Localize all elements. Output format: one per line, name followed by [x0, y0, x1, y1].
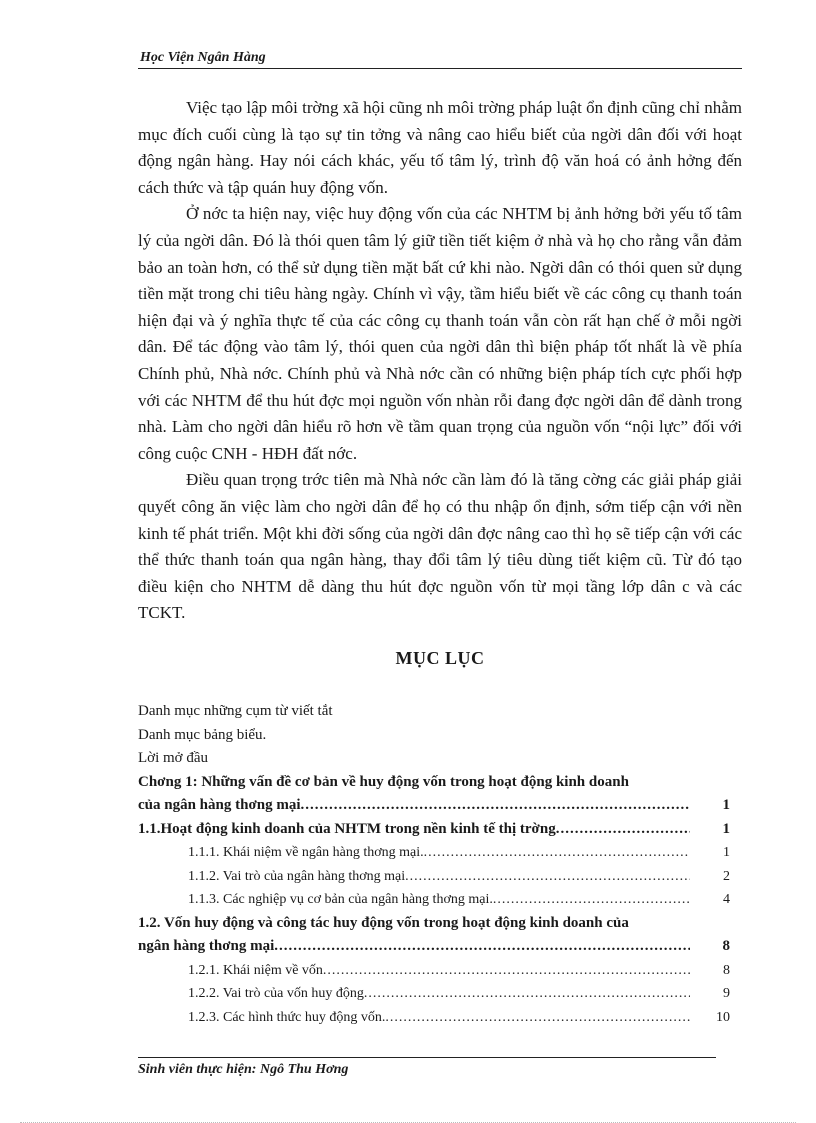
- toc-leader: [424, 841, 690, 865]
- toc-page-number: 9: [723, 986, 730, 1001]
- toc-entry-text: Chơng 1: Những vấn đề cơ bản về huy động vốn trong hoạt động kinh doanh: [138, 773, 629, 790]
- page-header: [138, 48, 742, 69]
- toc-title: MỤC LỤC: [395, 648, 485, 668]
- toc-entry[interactable]: [138, 700, 738, 724]
- paragraph: Việc tạo lập môi trờng xã hội cũng nh môi trờng pháp luật ổn định cũng chỉ nhằm mục đích cuối cùng là tạo sự tin tởng và nâng cao hiểu biết của ngời dân đối với hoạt động ngân hàng. Hay nói cách khác, yếu tố tâm lý, trình độ văn hoá có ảnh hởng đến cách thức và tập quán huy động vốn.: [138, 98, 742, 197]
- toc-entry[interactable]: [138, 841, 738, 865]
- toc-entry-text: Lời mở đầu: [138, 750, 209, 766]
- toc-page-number: 10: [716, 1009, 730, 1025]
- toc-leader: [274, 935, 690, 959]
- toc-entry-text: Danh mục bảng biểu.: [138, 726, 267, 743]
- toc-entry-text: ngân hàng thơng mại: [138, 938, 275, 954]
- toc-entry[interactable]: [138, 959, 738, 983]
- toc-entry-text: 1.2.1. Khái niệm về vốn: [188, 962, 323, 978]
- toc-page-number: 8: [722, 938, 730, 954]
- toc-entry-text: 1.2.2. Vai trò của vốn huy động: [188, 986, 364, 1001]
- toc-entry-text: của ngân hàng thơng mại: [138, 797, 301, 813]
- toc-entry[interactable]: [138, 818, 738, 842]
- toc-leader: [301, 794, 690, 818]
- footer-divider: [138, 1057, 716, 1058]
- toc-entry[interactable]: [138, 1006, 738, 1030]
- toc-page-number: 8: [723, 962, 730, 978]
- paragraph: Điều quan trọng trớc tiên mà Nhà nớc cần làm đó là tăng cờng các giải pháp giải quyết công ăn việc làm cho ngời dân để họ có thu nhập ổn định, sớm tiếp cận với nền kinh tế phát triển. Một khi đời sống của ngời dân đợc nâng cao thì họ sẽ tiếp cận với các thể thức thanh toán qua ngân hàng, thay đổi tâm lý tiêu dùng tiết kiệm cũ. Từ đó tạo điều kiện cho NHTM dễ dàng thu hút đợc nguồn vốn từ mọi tầng lớp dân c và các TCKT.: [138, 470, 742, 623]
- toc-entry[interactable]: [138, 888, 738, 912]
- toc-entry[interactable]: [138, 912, 738, 936]
- toc-leader: [493, 888, 690, 912]
- toc-entry[interactable]: [138, 771, 738, 795]
- toc-page-number: 1: [723, 845, 730, 860]
- toc-page-number: 4: [723, 892, 730, 907]
- toc-entry-text: 1.1.2. Vai trò của ngân hàng thơng mại: [188, 868, 406, 884]
- table-of-contents: [138, 700, 738, 1029]
- footer-text: Sinh viên thực hiện: Ngô Thu Hơng: [138, 1062, 349, 1077]
- paragraph: Ở nớc ta hiện nay, việc huy động vốn của các NHTM bị ảnh hởng bởi yếu tố tâm lý của ngời dân. Đó là thói quen tâm lý giữ tiền tiết kiệm ở nhà và họ cho rằng vẫn đảm bảo an toàn hơn, có thể sử dụng tiền mặt bất cứ khi nào. Ngời dân có thói quen sử dụng tiền mặt trong chi tiêu hàng ngày. Chính vì vậy, tầm hiểu biết về các công cụ thanh toán hiện đại và ý nghĩa thực tế của các công cụ thanh toán vẫn còn rất hạn chế ở mỗi ngời dân. Để tác động vào tâm lý, thói quen của ngời dân thì biện pháp tốt nhất là về phía Chính phủ, Nhà nớc. Chính phủ và Nhà nớc cần có những biện pháp tích cực phối hợp với các NHTM để thu hút đợc mọi nguồn vốn nhàn rỗi đang đợc ngời dân để dành trong nhà. Làm cho ngời dân hiểu rõ hơn về tầm quan trọng của nguồn vốn “nội lực” đối với công cuộc CNH - HĐH đất nớc.: [138, 204, 742, 463]
- toc-entry-text: 1.1.3. Các nghiệp vụ cơ bản của ngân hàng thơng mại.: [188, 892, 493, 907]
- toc-page-number: 1: [722, 797, 730, 813]
- toc-entry-text: 1.1.Hoạt động kinh doanh của NHTM trong nền kinh tế thị trờng: [138, 820, 556, 837]
- toc-page-number: 2: [723, 868, 730, 884]
- toc-leader: [405, 865, 690, 889]
- header-text: Học Viện Ngân Hàng: [140, 50, 266, 65]
- toc-entry-text: 1.2. Vốn huy động và công tác huy động vốn trong hoạt động kinh doanh của: [138, 914, 629, 931]
- toc-entry[interactable]: [138, 794, 738, 818]
- toc-leader: [364, 982, 690, 1006]
- toc-entry[interactable]: [138, 865, 738, 889]
- toc-entry-text: 1.2.3. Các hình thức huy động vốn.: [188, 1009, 386, 1025]
- toc-entry[interactable]: [138, 982, 738, 1006]
- toc-entry[interactable]: [138, 724, 738, 748]
- toc-entry[interactable]: [138, 747, 738, 771]
- toc-page-number: 1: [722, 820, 730, 837]
- toc-entry-text: 1.1.1. Khái niệm về ngân hàng thơng mại.: [188, 845, 424, 860]
- toc-leader: [556, 818, 690, 842]
- toc-entry-text: Danh mục những cụm từ viết tắt: [138, 703, 333, 719]
- body-text: [138, 95, 742, 627]
- toc-leader: [385, 1006, 690, 1030]
- toc-leader: [323, 959, 690, 983]
- toc-entry[interactable]: [138, 935, 738, 959]
